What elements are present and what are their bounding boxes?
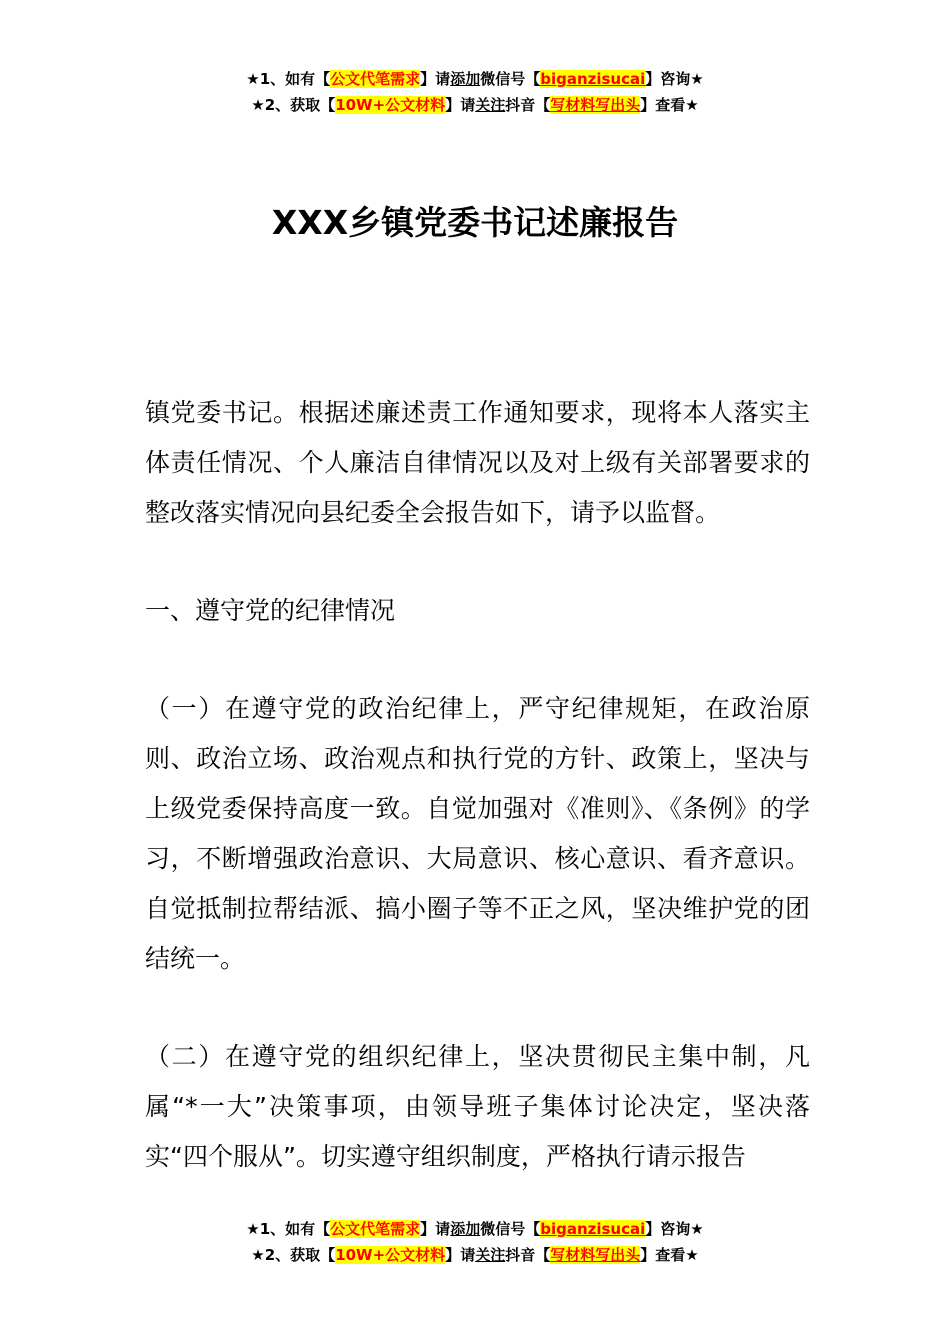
paragraph-intro: 镇党委书记。根据述廉述责工作通知要求，现将本人落实主体责任情况、个人廉洁自律情况以及对上级有关部署要求的整改落实情况向县纪委全会报告如下，请予以监督。 bbox=[145, 398, 810, 527]
banner-text: 】请 bbox=[445, 96, 476, 114]
section-heading: 一、遵守党的纪律情况 bbox=[145, 596, 396, 625]
banner-underlined-text: 添加 bbox=[450, 1220, 481, 1238]
document-title: XXX乡镇党委书记述廉报告 bbox=[271, 203, 679, 242]
banner-text: 微信号【 bbox=[480, 70, 541, 88]
banner-text: 】请 bbox=[445, 1246, 476, 1264]
banner-text: ★2、获取【 bbox=[251, 1246, 336, 1264]
banner-line-2 bbox=[0, 92, 950, 118]
banner-text: ★2、获取【 bbox=[251, 96, 336, 114]
wechat-id-link[interactable]: biganzisucai bbox=[540, 70, 646, 88]
highlight-materials: 10W+公文材料 bbox=[335, 96, 446, 114]
bottom-banner bbox=[0, 1216, 950, 1268]
paragraph-political-discipline: （一）在遵守党的政治纪律上，严守纪律规矩，在政治原则、政治立场、政治观点和执行党的方针、政策上，坚决与上级党委保持高度一致。自觉加强对《准则》、《条例》的学习，不断增强政治意识、大局意识、核心意识、看齐意识。自觉抵制拉帮结派、搞小圈子等不正之风，坚决维护党的团结统一。 bbox=[145, 694, 810, 973]
banner-text: 微信号【 bbox=[480, 1220, 541, 1238]
banner-text: 】查看★ bbox=[640, 1246, 699, 1264]
banner-text: ★1、如有【 bbox=[246, 1220, 331, 1238]
banner-underlined-text: 关注 bbox=[475, 96, 506, 114]
banner-text: 】咨询★ bbox=[645, 70, 704, 88]
banner-line-2 bbox=[0, 1242, 950, 1268]
banner-text: 】咨询★ bbox=[645, 1220, 704, 1238]
douyin-account-link[interactable]: 写材料写出头 bbox=[550, 1246, 641, 1264]
document-body bbox=[145, 388, 810, 1182]
banner-text: 抖音【 bbox=[505, 1246, 551, 1264]
banner-underlined-text: 关注 bbox=[475, 1246, 506, 1264]
douyin-account-link[interactable]: 写材料写出头 bbox=[550, 96, 641, 114]
top-banner bbox=[0, 66, 950, 118]
highlight-ghostwriting: 公文代笔需求 bbox=[330, 70, 421, 88]
banner-text: 抖音【 bbox=[505, 96, 551, 114]
banner-text: 】请 bbox=[420, 70, 451, 88]
banner-text: 】请 bbox=[420, 1220, 451, 1238]
banner-underlined-text: 添加 bbox=[450, 70, 481, 88]
paragraph-organizational-discipline: （二）在遵守党的组织纪律上，坚决贯彻民主集中制，凡属“*一大”决策事项，由领导班子集体讨论决定，坚决落实“四个服从”。切实遵守组织制度，严格执行请示报告 bbox=[145, 1042, 810, 1171]
highlight-materials: 10W+公文材料 bbox=[335, 1246, 446, 1264]
wechat-id-link[interactable]: biganzisucai bbox=[540, 1220, 646, 1238]
banner-line-1 bbox=[0, 1216, 950, 1242]
highlight-ghostwriting: 公文代笔需求 bbox=[330, 1220, 421, 1238]
banner-text: ★1、如有【 bbox=[246, 70, 331, 88]
banner-line-1 bbox=[0, 66, 950, 92]
banner-text: 】查看★ bbox=[640, 96, 699, 114]
